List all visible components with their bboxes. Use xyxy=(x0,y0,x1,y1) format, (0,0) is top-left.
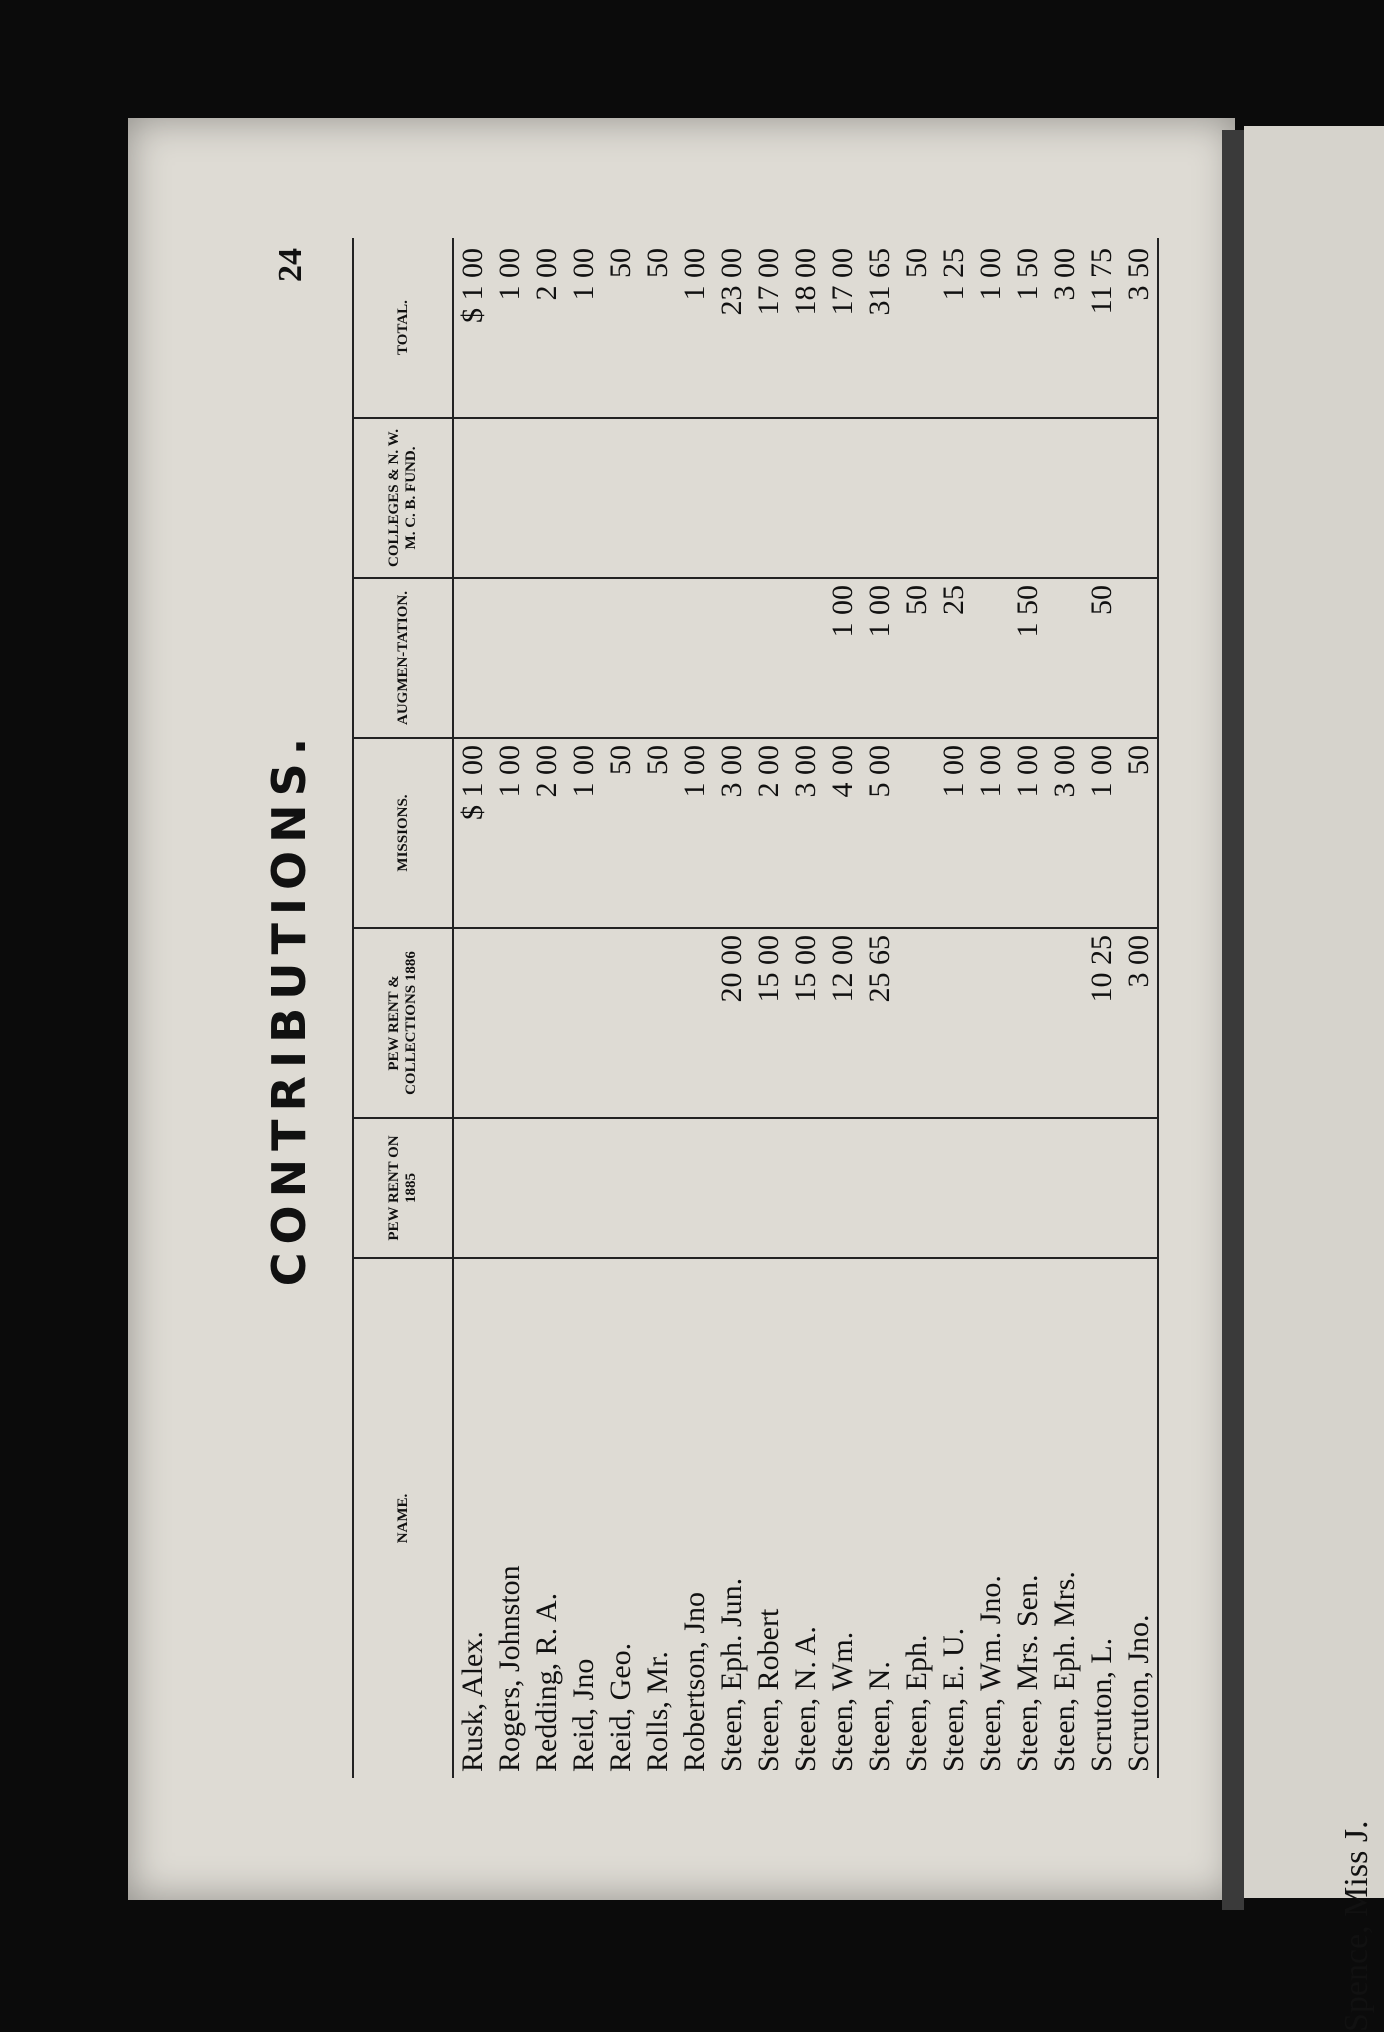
table-row xyxy=(565,238,602,1778)
colleges-cell xyxy=(676,418,713,578)
contributor-name: Steen, N. xyxy=(863,1657,896,1772)
total-cell: 1 50 xyxy=(1009,238,1046,418)
colleges-cell xyxy=(528,418,565,578)
missions-cell: 1 00 xyxy=(1083,738,1120,928)
missions-cell: 1 00 xyxy=(565,738,602,928)
contributor-name: Redding, R. A. xyxy=(530,1589,563,1772)
missions-cell: 1 00 xyxy=(935,738,972,928)
contributions-table xyxy=(352,238,1159,1778)
colleges-cell xyxy=(750,418,787,578)
augmentation-cell: 50 xyxy=(1083,578,1120,738)
table-row xyxy=(528,238,565,1778)
table-row xyxy=(787,238,824,1778)
total-cell: 11 75 xyxy=(1083,238,1120,418)
missions-cell: 2 00 xyxy=(528,738,565,928)
contributor-name: Steen, N. A. xyxy=(789,1622,822,1772)
facing-page-text: Spence, Miss J. xyxy=(1338,1820,1375,2032)
contributor-name: Rusk, Alex. xyxy=(456,1627,489,1772)
name-cell xyxy=(453,1258,491,1778)
table-row xyxy=(1083,238,1120,1778)
name-cell xyxy=(972,1258,1009,1778)
total-cell: 1 00 xyxy=(565,238,602,418)
contributor-name: Rolls, Mr. xyxy=(641,1647,674,1772)
total-cell: 2 00 xyxy=(528,238,565,418)
total-cell: 50 xyxy=(602,238,639,418)
colleges-cell xyxy=(453,418,491,578)
contributor-name: Steen, E. U. xyxy=(937,1624,970,1772)
name-cell xyxy=(1120,1258,1158,1778)
pew-rent-1885-cell xyxy=(935,1118,972,1258)
augmentation-cell: 1 00 xyxy=(861,578,898,738)
table-row xyxy=(750,238,787,1778)
name-cell xyxy=(713,1258,750,1778)
total-cell: 23 00 xyxy=(713,238,750,418)
total-cell: 3 50 xyxy=(1120,238,1158,418)
name-cell xyxy=(1009,1258,1046,1778)
pew-rent-1885-cell xyxy=(676,1118,713,1258)
missions-cell: 2 00 xyxy=(750,738,787,928)
augmentation-cell xyxy=(972,578,1009,738)
name-cell xyxy=(787,1258,824,1778)
augmentation-cell xyxy=(602,578,639,738)
missions-cell: 50 xyxy=(602,738,639,928)
pew-rent-1885-cell xyxy=(750,1118,787,1258)
table-row xyxy=(824,238,861,1778)
augmentation-cell xyxy=(750,578,787,738)
augmentation-cell xyxy=(1120,578,1158,738)
missions-cell: 1 00 xyxy=(676,738,713,928)
augmentation-cell xyxy=(713,578,750,738)
contributor-name: Scruton, Jno. xyxy=(1122,1611,1155,1773)
colleges-cell xyxy=(565,418,602,578)
colleges-cell xyxy=(713,418,750,578)
table-row xyxy=(713,238,750,1778)
table-row xyxy=(1120,238,1158,1778)
colleges-cell xyxy=(491,418,528,578)
colleges-cell xyxy=(861,418,898,578)
pew-rent-1886-cell xyxy=(676,928,713,1118)
total-cell: 17 00 xyxy=(750,238,787,418)
augmentation-cell xyxy=(491,578,528,738)
table-row xyxy=(1009,238,1046,1778)
pew-rent-1885-cell xyxy=(602,1118,639,1258)
missions-cell: 3 00 xyxy=(1046,738,1083,928)
augmentation-cell xyxy=(565,578,602,738)
augmentation-cell xyxy=(528,578,565,738)
name-cell xyxy=(861,1258,898,1778)
table-body xyxy=(453,238,1158,1778)
page-number: 24 xyxy=(272,248,309,282)
header-pew-rent-1886: PEW RENT & COLLECTIONS 1886 xyxy=(353,928,453,1118)
table-row xyxy=(935,238,972,1778)
missions-cell: 1 00 xyxy=(1009,738,1046,928)
pew-rent-1885-cell xyxy=(898,1118,935,1258)
pew-rent-1886-cell: 15 00 xyxy=(787,928,824,1118)
total-cell: 18 00 xyxy=(787,238,824,418)
name-cell xyxy=(898,1258,935,1778)
augmentation-cell xyxy=(453,578,491,738)
table-row xyxy=(453,238,491,1778)
facing-page xyxy=(1244,126,1384,1898)
total-cell: 1 25 xyxy=(935,238,972,418)
name-cell xyxy=(750,1258,787,1778)
table-row xyxy=(676,238,713,1778)
pew-rent-1886-cell xyxy=(1009,928,1046,1118)
pew-rent-1886-cell: 12 00 xyxy=(824,928,861,1118)
colleges-cell xyxy=(898,418,935,578)
pew-rent-1885-cell xyxy=(972,1118,1009,1258)
pew-rent-1886-cell: 20 00 xyxy=(713,928,750,1118)
table-row xyxy=(491,238,528,1778)
missions-cell: 3 00 xyxy=(787,738,824,928)
header-missions: MISSIONS. xyxy=(353,738,453,928)
pew-rent-1886-cell: 25 65 xyxy=(861,928,898,1118)
name-cell xyxy=(824,1258,861,1778)
pew-rent-1886-cell: 10 25 xyxy=(1083,928,1120,1118)
missions-cell: 3 00 xyxy=(713,738,750,928)
pew-rent-1886-cell xyxy=(528,928,565,1118)
pew-rent-1885-cell xyxy=(528,1118,565,1258)
missions-cell: 50 xyxy=(639,738,676,928)
name-cell xyxy=(639,1258,676,1778)
total-cell: 31 65 xyxy=(861,238,898,418)
contributor-name: Steen, Robert xyxy=(752,1605,785,1772)
name-cell xyxy=(602,1258,639,1778)
table-row xyxy=(898,238,935,1778)
augmentation-cell xyxy=(787,578,824,738)
contributor-name: Steen, Eph. Jun. xyxy=(715,1574,748,1772)
pew-rent-1885-cell xyxy=(1120,1118,1158,1258)
total-cell: 1 00 xyxy=(972,238,1009,418)
augmentation-cell xyxy=(676,578,713,738)
pew-rent-1885-cell xyxy=(639,1118,676,1258)
colleges-cell xyxy=(639,418,676,578)
header-pew-rent-1885: PEW RENT ON 1885 xyxy=(353,1118,453,1258)
pew-rent-1885-cell xyxy=(824,1118,861,1258)
pew-rent-1886-cell xyxy=(565,928,602,1118)
name-cell xyxy=(676,1258,713,1778)
header-colleges: COLLEGES & N. W. M. C. B. FUND. xyxy=(353,418,453,578)
contributor-name: Robertson, Jno xyxy=(678,1588,711,1772)
total-cell: 3 00 xyxy=(1046,238,1083,418)
missions-cell xyxy=(898,738,935,928)
contributor-name: Scruton, L. xyxy=(1085,1634,1118,1772)
pew-rent-1885-cell xyxy=(713,1118,750,1258)
pew-rent-1885-cell xyxy=(861,1118,898,1258)
colleges-cell xyxy=(935,418,972,578)
colleges-cell xyxy=(1083,418,1120,578)
name-cell xyxy=(935,1258,972,1778)
table-row xyxy=(972,238,1009,1778)
augmentation-cell: 25 xyxy=(935,578,972,738)
missions-cell: $ 1 00 xyxy=(453,738,491,928)
pew-rent-1886-cell: 3 00 xyxy=(1120,928,1158,1118)
augmentation-cell: 1 50 xyxy=(1009,578,1046,738)
augmentation-cell xyxy=(639,578,676,738)
total-cell: $ 1 00 xyxy=(453,238,491,418)
total-cell: 1 00 xyxy=(676,238,713,418)
table-row xyxy=(639,238,676,1778)
colleges-cell xyxy=(824,418,861,578)
pew-rent-1886-cell xyxy=(602,928,639,1118)
contributor-name: Steen, Wm. Jno. xyxy=(974,1571,1007,1772)
header-total: TOTAL. xyxy=(353,238,453,418)
missions-cell: 1 00 xyxy=(972,738,1009,928)
name-cell xyxy=(565,1258,602,1778)
name-cell xyxy=(528,1258,565,1778)
contributor-name: Reid, Geo. xyxy=(604,1639,637,1772)
table-row xyxy=(861,238,898,1778)
missions-cell: 1 00 xyxy=(491,738,528,928)
colleges-cell xyxy=(972,418,1009,578)
pew-rent-1885-cell xyxy=(1046,1118,1083,1258)
missions-cell: 4 00 xyxy=(824,738,861,928)
augmentation-cell: 1 00 xyxy=(824,578,861,738)
header-name: NAME. xyxy=(353,1258,453,1778)
contributions-section xyxy=(262,238,1155,1778)
pew-rent-1886-cell xyxy=(453,928,491,1118)
pew-rent-1886-cell xyxy=(1046,928,1083,1118)
header-augmentation: AUGMEN-TATION. xyxy=(353,578,453,738)
augmentation-cell: 50 xyxy=(898,578,935,738)
contributor-name: Steen, Eph. xyxy=(900,1631,933,1772)
name-cell xyxy=(1083,1258,1120,1778)
pew-rent-1886-cell xyxy=(972,928,1009,1118)
pew-rent-1885-cell xyxy=(565,1118,602,1258)
missions-cell: 50 xyxy=(1120,738,1158,928)
contributor-name: Rogers, Johnston xyxy=(493,1561,526,1772)
pew-rent-1886-cell xyxy=(639,928,676,1118)
colleges-cell xyxy=(787,418,824,578)
colleges-cell xyxy=(1009,418,1046,578)
contributor-name: Reid, Jno xyxy=(567,1655,600,1772)
augmentation-cell xyxy=(1046,578,1083,738)
total-cell: 50 xyxy=(639,238,676,418)
pew-rent-1886-cell: 15 00 xyxy=(750,928,787,1118)
pew-rent-1885-cell xyxy=(491,1118,528,1258)
name-cell xyxy=(491,1258,528,1778)
contributor-name: Steen, Eph. Mrs. xyxy=(1048,1567,1081,1772)
contributor-name: Steen, Mrs. Sen. xyxy=(1011,1571,1044,1773)
colleges-cell xyxy=(602,418,639,578)
page-gutter xyxy=(1222,130,1244,1910)
table-row xyxy=(1046,238,1083,1778)
pew-rent-1886-cell xyxy=(898,928,935,1118)
total-cell: 1 00 xyxy=(491,238,528,418)
page-title: CONTRIBUTIONS. xyxy=(262,729,316,1287)
pew-rent-1885-cell xyxy=(787,1118,824,1258)
table-header-row xyxy=(353,238,453,1778)
pew-rent-1886-cell xyxy=(935,928,972,1118)
pew-rent-1885-cell xyxy=(1083,1118,1120,1258)
pew-rent-1886-cell xyxy=(491,928,528,1118)
contributor-name: Steen, Wm. xyxy=(826,1628,859,1772)
missions-cell: 5 00 xyxy=(861,738,898,928)
colleges-cell xyxy=(1120,418,1158,578)
name-cell xyxy=(1046,1258,1083,1778)
pew-rent-1885-cell xyxy=(1009,1118,1046,1258)
total-cell: 17 00 xyxy=(824,238,861,418)
total-cell: 50 xyxy=(898,238,935,418)
pew-rent-1885-cell xyxy=(453,1118,491,1258)
table-row xyxy=(602,238,639,1778)
colleges-cell xyxy=(1046,418,1083,578)
